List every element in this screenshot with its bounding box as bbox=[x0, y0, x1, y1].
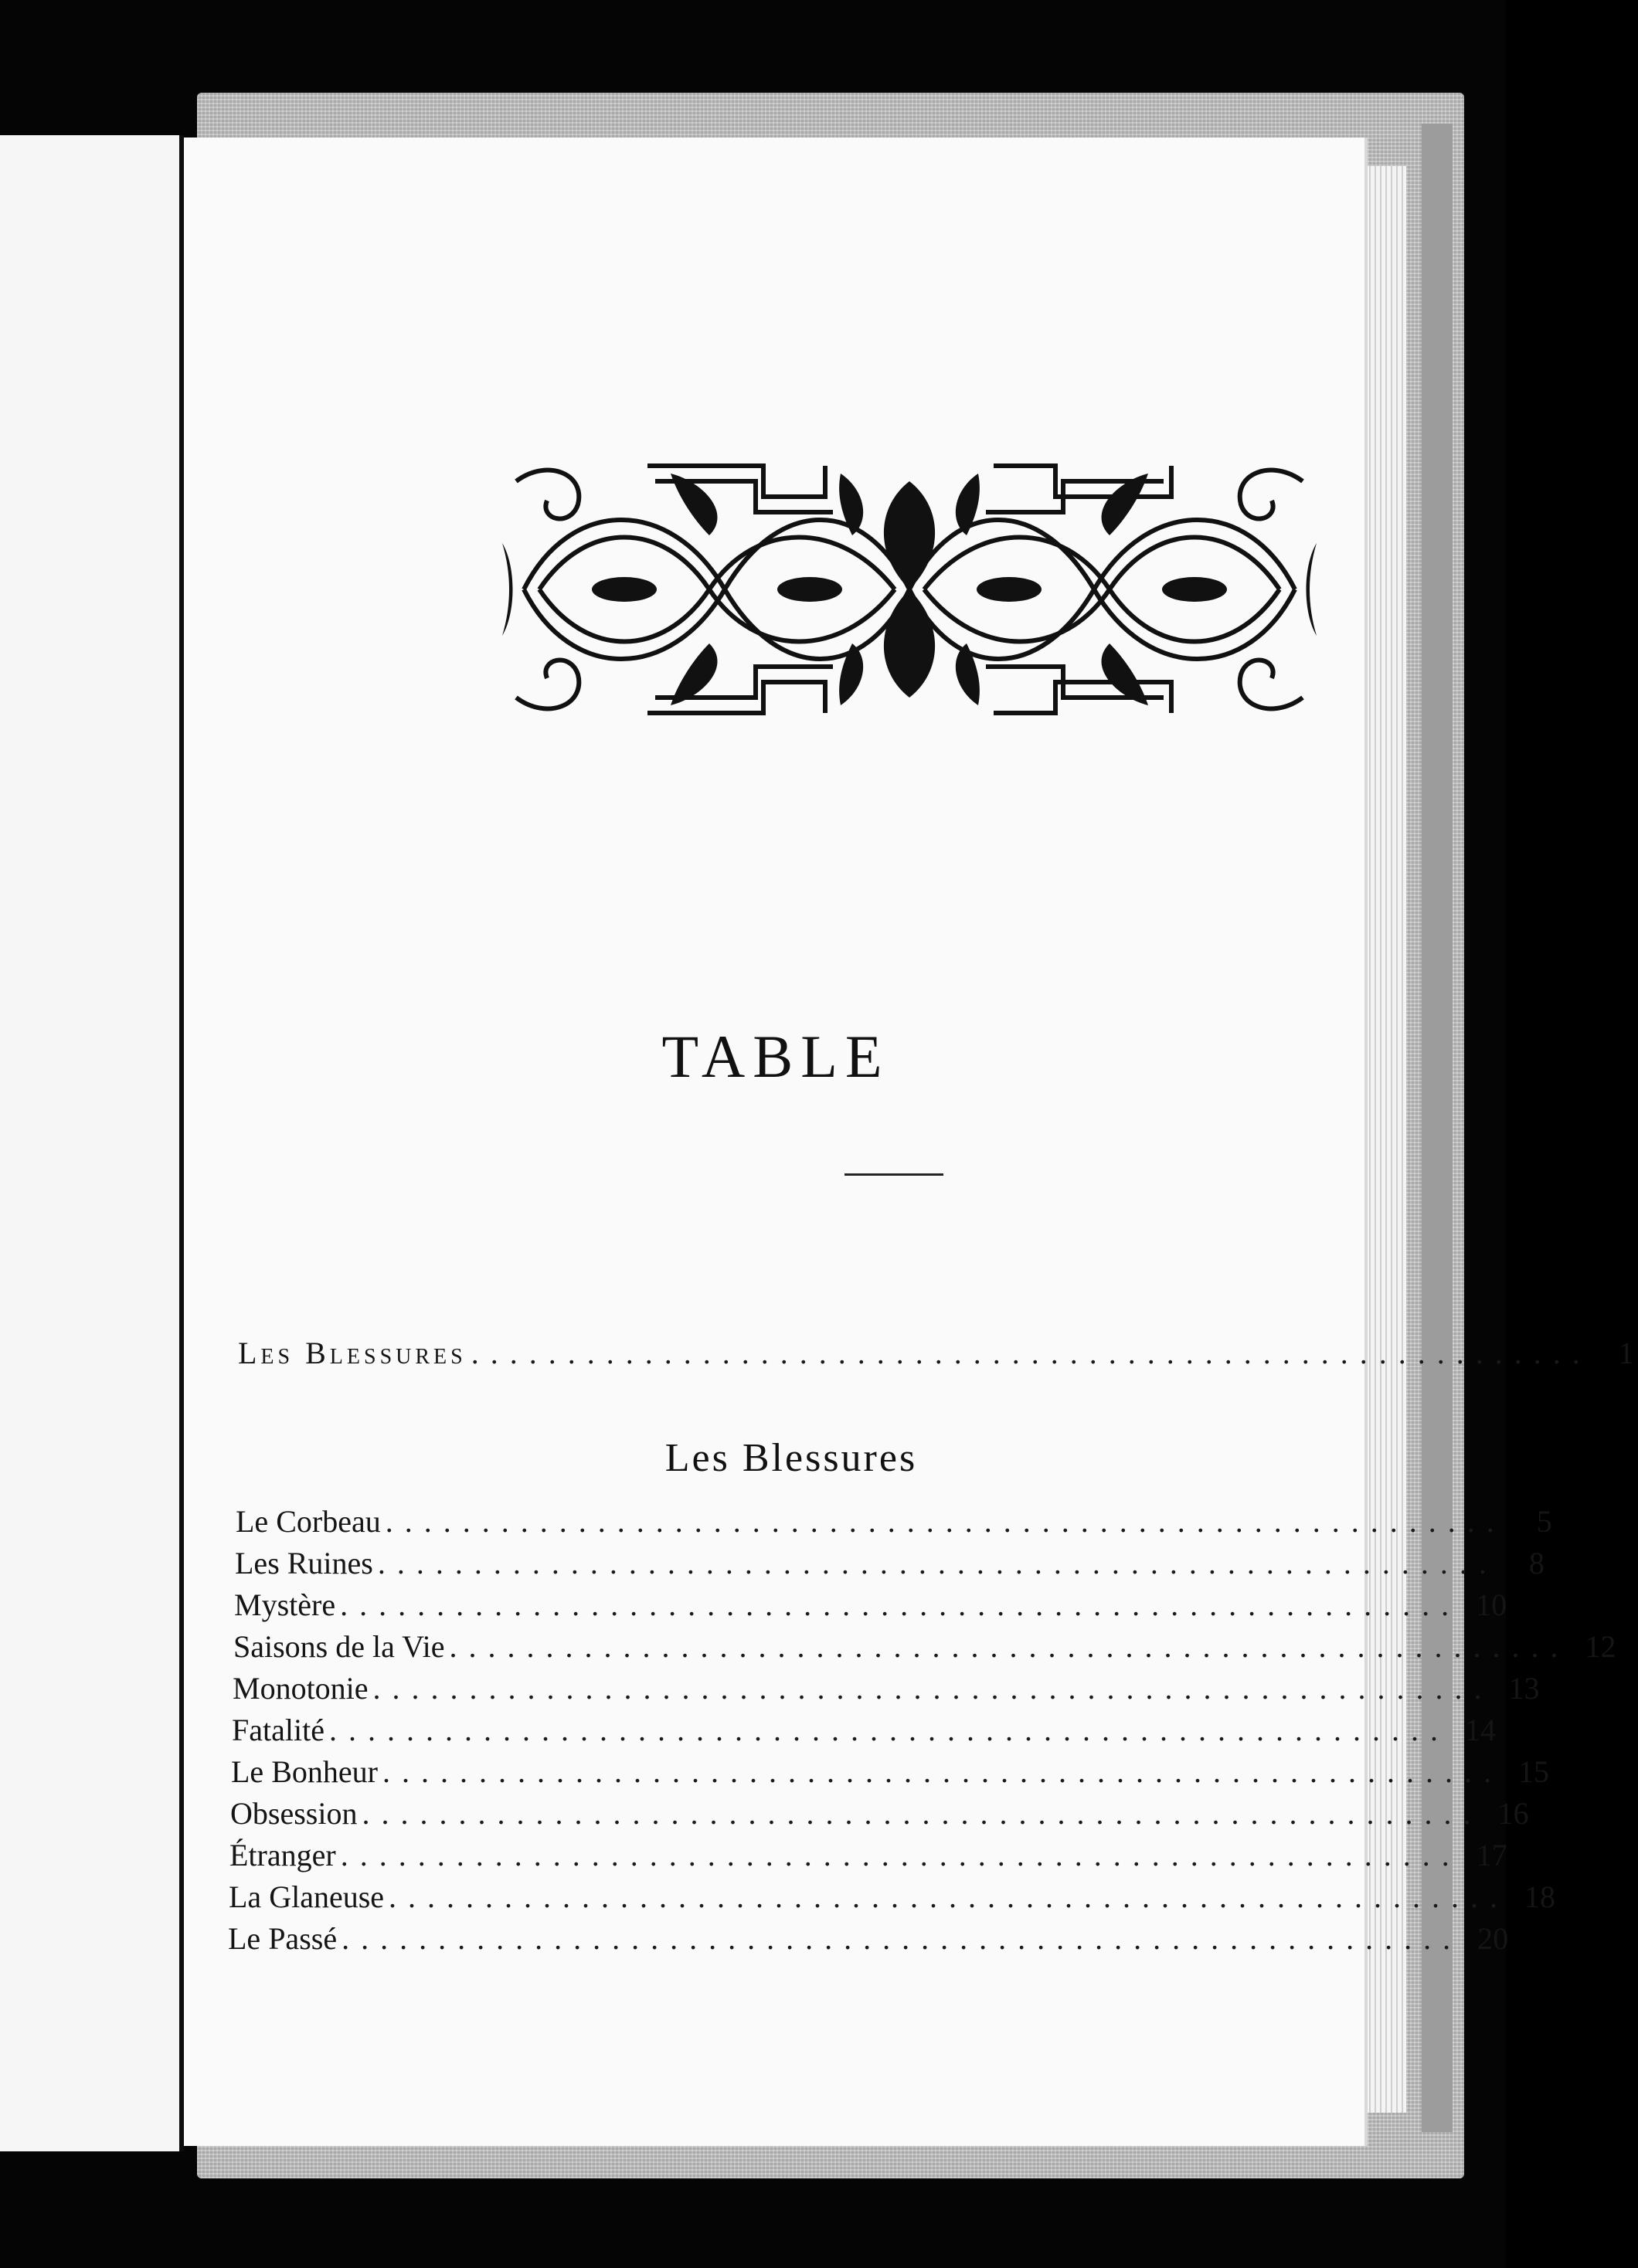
toc-entry-page: 20 bbox=[1477, 1921, 1509, 1956]
toc-entry-page: 14 bbox=[1464, 1713, 1496, 1747]
toc-entry-label: Étranger bbox=[229, 1838, 336, 1872]
toc-entry bbox=[231, 1754, 1549, 1790]
toc-entry-label: Fatalité bbox=[232, 1713, 325, 1747]
dot-leader: .......................................................... bbox=[449, 1629, 1570, 1664]
toc-entry-page: 17 bbox=[1476, 1838, 1507, 1872]
toc-entry-label: Mystère bbox=[234, 1587, 336, 1622]
toc-entry-page: 16 bbox=[1497, 1796, 1529, 1831]
toc-entry-label: Monotonie bbox=[233, 1671, 369, 1706]
dot-leader: .......................................................... bbox=[389, 1879, 1510, 1914]
toc-entry bbox=[232, 1712, 1496, 1748]
toc-entry bbox=[229, 1837, 1507, 1873]
toc-entry bbox=[228, 1920, 1509, 1957]
dot-leader: .......................................................... bbox=[342, 1921, 1463, 1956]
toc-part-page: 1 bbox=[1618, 1336, 1638, 1370]
toc-entry-page: 12 bbox=[1585, 1629, 1616, 1664]
dot-leader: .......................................................... bbox=[328, 1713, 1449, 1747]
section-heading: Les Blessures bbox=[664, 1436, 918, 1480]
toc-entry bbox=[236, 1503, 1552, 1540]
dot-leader: .......................................................... bbox=[340, 1838, 1461, 1872]
toc-part-entry bbox=[238, 1335, 1638, 1371]
left-facing-page bbox=[0, 135, 182, 2151]
dot-leader: .......................................................... bbox=[471, 1336, 1592, 1370]
toc-entry-page: 18 bbox=[1524, 1879, 1556, 1914]
dot-leader: .......................................................... bbox=[385, 1504, 1506, 1539]
dot-leader: .......................................................... bbox=[340, 1587, 1461, 1622]
page-title: TABLE bbox=[661, 1023, 890, 1090]
toc-entry-label: Le Bonheur bbox=[231, 1754, 378, 1789]
contents-page bbox=[184, 138, 1638, 2146]
toc-entry-page: 13 bbox=[1508, 1671, 1540, 1706]
toc-part-label: Les Blessures bbox=[238, 1336, 467, 1370]
title-rule bbox=[844, 1173, 943, 1176]
toc-entry bbox=[235, 1545, 1545, 1581]
toc-entry-label: Le Corbeau bbox=[236, 1504, 381, 1539]
toc-entry bbox=[230, 1795, 1529, 1832]
dot-leader: .......................................................... bbox=[382, 1754, 1503, 1789]
toc-entry-page: 8 bbox=[1528, 1546, 1545, 1580]
toc-entry bbox=[234, 1587, 1507, 1623]
toc-entry bbox=[229, 1879, 1556, 1915]
ornamental-headpiece bbox=[501, 450, 1318, 728]
toc-entry bbox=[233, 1628, 1616, 1665]
toc-entry-page: 5 bbox=[1536, 1504, 1552, 1539]
toc-entry-page: 15 bbox=[1517, 1754, 1549, 1789]
dot-leader: .......................................................... bbox=[362, 1796, 1483, 1831]
toc-entry-label: La Glaneuse bbox=[229, 1879, 385, 1914]
toc-entry-page: 10 bbox=[1476, 1587, 1507, 1622]
toc-entry-label: Les Ruines bbox=[235, 1546, 373, 1580]
toc-entry-label: Saisons de la Vie bbox=[233, 1629, 445, 1664]
dot-leader: .......................................................... bbox=[372, 1671, 1494, 1706]
dot-leader: .......................................................... bbox=[377, 1546, 1498, 1580]
toc-entry bbox=[233, 1670, 1540, 1706]
toc-entry-label: Le Passé bbox=[228, 1921, 338, 1956]
toc-entry-label: Obsession bbox=[230, 1796, 358, 1831]
